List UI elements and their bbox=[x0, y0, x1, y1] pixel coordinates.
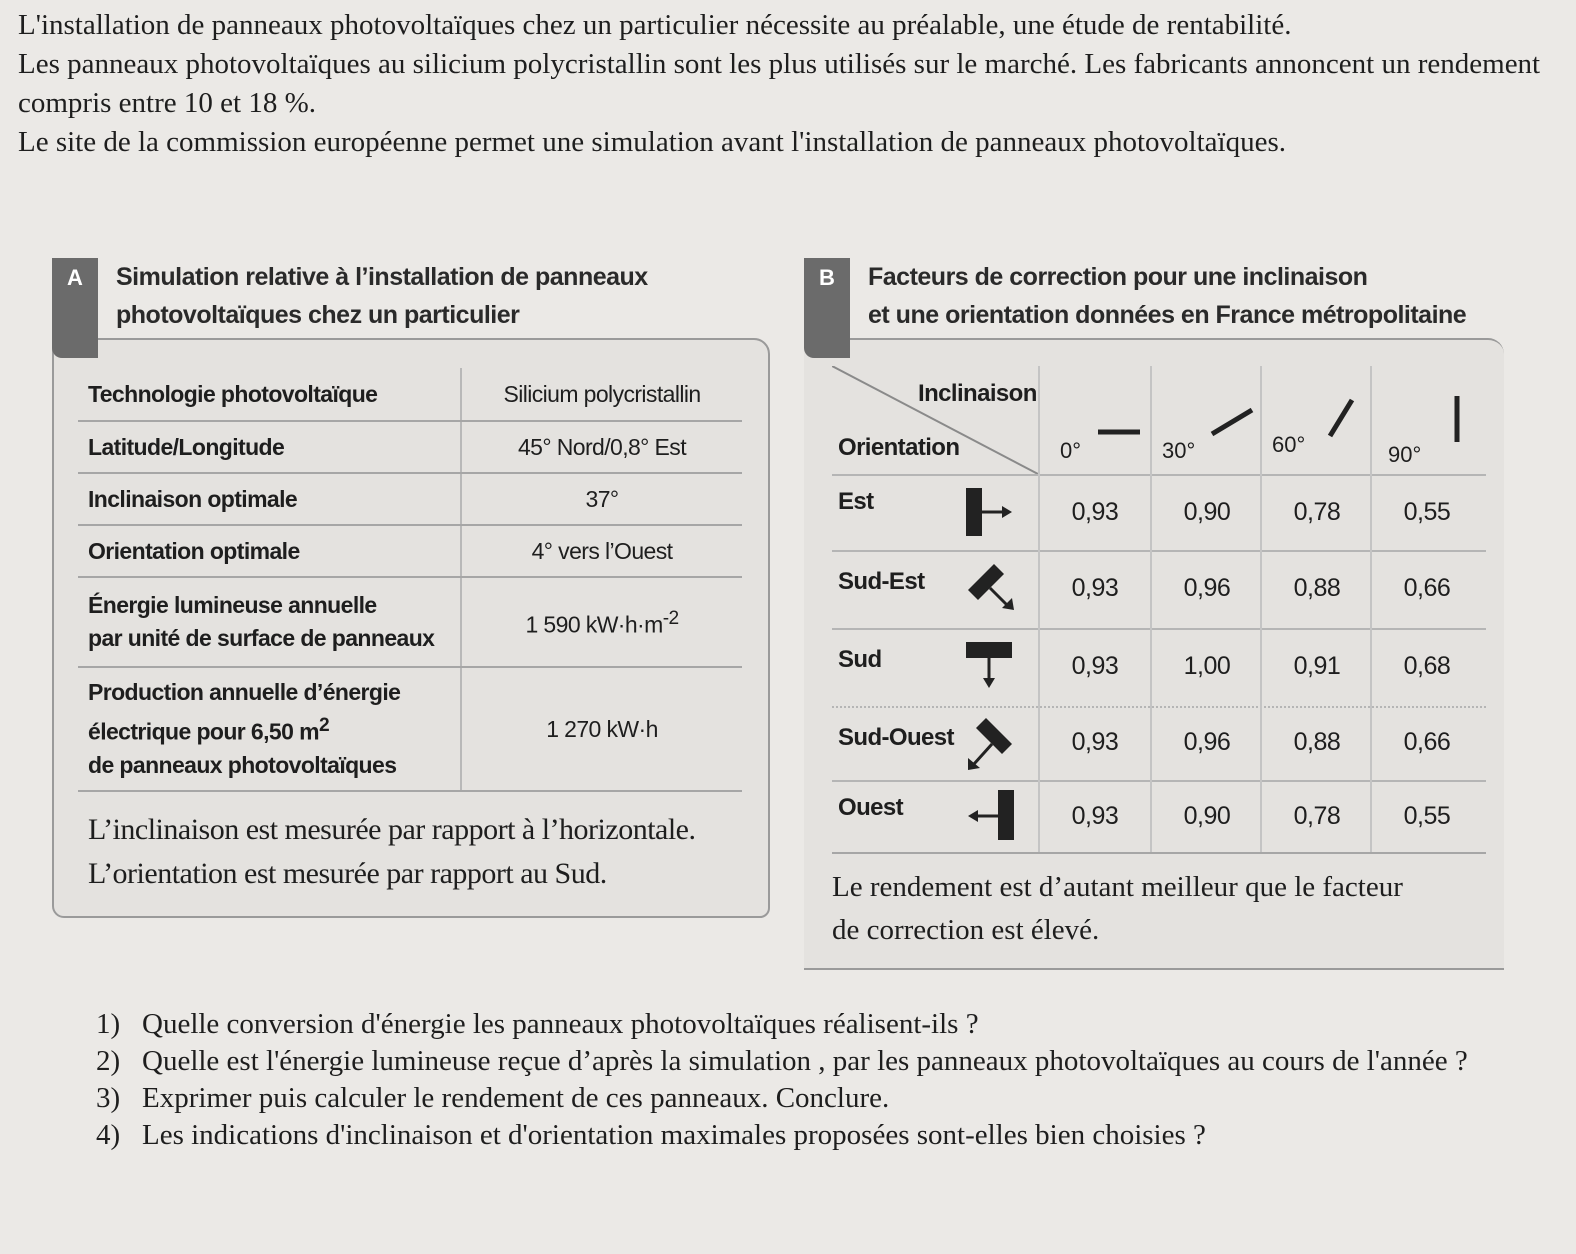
factor-cell: 0,93 bbox=[1071, 652, 1119, 680]
factor-cell: 0,88 bbox=[1293, 728, 1341, 756]
table-row bbox=[78, 421, 742, 473]
factor-cell: 0,96 bbox=[1183, 728, 1231, 756]
row-value: 1 270 kW·h bbox=[461, 667, 742, 791]
orientation-est: Est bbox=[838, 488, 874, 515]
row-divider bbox=[832, 550, 1486, 552]
factor-cell: 0,93 bbox=[1071, 728, 1119, 756]
question-item: 4) Les indications d'inclinaison et d'orientation maximales proposées sont-elles bien choisies ? bbox=[96, 1119, 1206, 1151]
table-row bbox=[78, 577, 742, 667]
factor-cell: 0,55 bbox=[1403, 802, 1451, 830]
west-arrow-icon bbox=[964, 788, 1020, 844]
table-row bbox=[78, 667, 742, 791]
question-item: 1) Quelle conversion d'énergie les panneaux photovoltaïques réalisent-ils ? bbox=[96, 1008, 979, 1040]
tilt-30-icon bbox=[1208, 404, 1258, 440]
tilt-0-icon bbox=[1094, 422, 1144, 442]
row-value: 1 590 $kW\cdot h\cdot m^{-2}$ bbox=[461, 577, 742, 667]
factor-cell: 0,78 bbox=[1293, 498, 1341, 526]
header-inclinaison: Inclinaison bbox=[918, 380, 1037, 407]
table-row bbox=[78, 473, 742, 525]
note-orientation: L’orientation est mesurée par rapport au Sud. bbox=[88, 857, 607, 890]
row-label: Inclinaison optimale bbox=[78, 473, 461, 525]
angle-60: 60° bbox=[1272, 432, 1306, 457]
factor-cell: 0,55 bbox=[1403, 498, 1451, 526]
row-label: Énergie lumineuse annuelle par unité de surface de panneaux bbox=[78, 577, 461, 667]
factor-cell: 0,90 bbox=[1183, 802, 1231, 830]
factor-cell: 1,00 bbox=[1183, 652, 1231, 680]
tilt-90-icon bbox=[1450, 394, 1464, 444]
angle-90: 90° bbox=[1388, 442, 1422, 467]
panel-b-title: Facteurs de correction pour une inclinaison et une orientation données en France métropolitaine bbox=[868, 263, 1467, 329]
factor-cell: 0,96 bbox=[1183, 574, 1231, 602]
angle-0: 0° bbox=[1060, 438, 1082, 463]
col-divider bbox=[1260, 366, 1262, 852]
south-arrow-icon bbox=[964, 638, 1014, 694]
col-divider bbox=[1370, 366, 1372, 852]
factor-cell: 0,66 bbox=[1403, 728, 1451, 756]
row-label: Technologie photovoltaïque bbox=[78, 368, 461, 421]
orientation-sud: Sud bbox=[838, 646, 882, 673]
panel-a-tag: A bbox=[52, 258, 98, 358]
row-divider bbox=[832, 628, 1486, 630]
orientation-sud-ouest: Sud-Ouest bbox=[838, 724, 954, 751]
factor-cell: 0,93 bbox=[1071, 498, 1119, 526]
factor-cell: 0,88 bbox=[1293, 574, 1341, 602]
question-item: 2) Quelle est l'énergie lumineuse reçue d’après la simulation , par les panneaux photovoltaïques au cours de l'année ? bbox=[96, 1045, 1468, 1077]
row-value: 37° bbox=[461, 473, 742, 525]
table-row bbox=[78, 525, 742, 577]
factor-cell: 0,68 bbox=[1403, 652, 1451, 680]
intro-text bbox=[18, 6, 1548, 162]
panel-a-notes bbox=[88, 808, 696, 896]
row-value: Silicium polycristallin bbox=[461, 368, 742, 421]
note-inclinaison: L’inclinaison est mesurée par rapport à l’horizontale. bbox=[88, 813, 696, 846]
panel-b-tag: B bbox=[804, 258, 850, 358]
orientation-ouest: Ouest bbox=[838, 794, 904, 821]
col-divider bbox=[1038, 366, 1040, 852]
row-divider bbox=[832, 780, 1486, 782]
orientation-sud-est: Sud-Est bbox=[838, 568, 925, 595]
panel-b-note: Le rendement est d’autant meilleur que le facteur de correction est élevé. bbox=[832, 871, 1403, 946]
col-divider bbox=[1150, 366, 1152, 852]
row-divider bbox=[832, 474, 1486, 476]
questions-list bbox=[96, 1006, 1536, 1154]
correction-factors-table bbox=[832, 366, 1486, 852]
row-divider bbox=[832, 706, 1486, 708]
row-value: 4° vers l’Ouest bbox=[461, 525, 742, 577]
row-label: Latitude/Longitude bbox=[78, 421, 461, 473]
factor-cell: 0,66 bbox=[1403, 574, 1451, 602]
intro-line-1: L'installation de panneaux photovoltaïques chez un particulier nécessite au préalable, une étude de rentabilité. bbox=[18, 9, 1292, 41]
panel-a-title: Simulation relative à l’installation de panneaux photovoltaïques chez un particulier bbox=[116, 263, 648, 329]
question-item: 3) Exprimer puis calculer le rendement de ces panneaux. Conclure. bbox=[96, 1082, 890, 1114]
tilt-60-icon bbox=[1324, 396, 1360, 440]
factor-cell: 0,78 bbox=[1293, 802, 1341, 830]
factor-cell: 0,90 bbox=[1183, 498, 1231, 526]
angle-30: 30° bbox=[1162, 438, 1196, 463]
row-label: Orientation optimale bbox=[78, 525, 461, 577]
south-west-arrow-icon bbox=[964, 714, 1020, 774]
factor-cell: 0,93 bbox=[1071, 802, 1119, 830]
row-value: 45° Nord/0,8° Est bbox=[461, 421, 742, 473]
factor-cell: 0,91 bbox=[1293, 652, 1341, 680]
simulation-table bbox=[78, 368, 742, 792]
header-orientation: Orientation bbox=[838, 434, 960, 461]
intro-line-3: Le site de la commission européenne permet une simulation avant l'installation de panneaux photovoltaïques. bbox=[18, 126, 1286, 158]
factor-cell: 0,93 bbox=[1071, 574, 1119, 602]
table-row bbox=[78, 368, 742, 421]
south-east-arrow-icon bbox=[964, 560, 1020, 616]
row-label: Production annuelle d’énergie électrique pour 6,50 $m^2$ de panneaux photovoltaïques bbox=[78, 667, 461, 791]
intro-line-2: Les panneaux photovoltaïques au silicium polycristallin sont les plus utilisés sur le marché. Les fabricants annoncent un rendement compris entre 10 et 18 %. bbox=[18, 48, 1541, 119]
east-arrow-icon bbox=[964, 486, 1016, 538]
